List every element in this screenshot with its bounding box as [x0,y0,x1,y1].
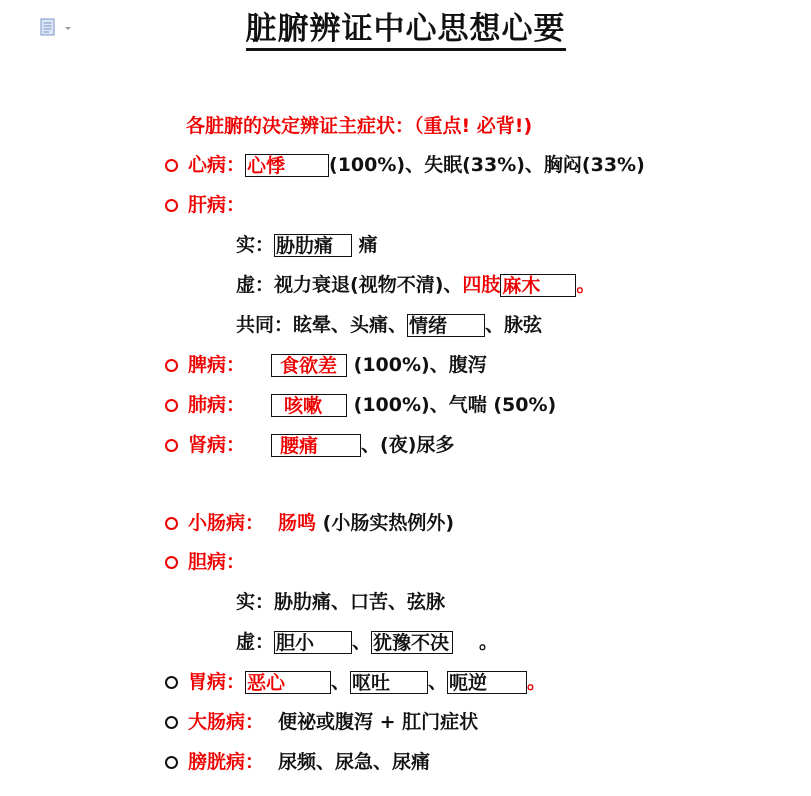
lung-key-box: 咳嗽 [271,394,347,417]
liver-shi-after: 痛 [358,234,378,256]
liver-shi-label: 实： [236,234,275,256]
liver-common-label: 共同： [236,314,294,336]
small-intestine-line [188,510,454,536]
bullet-icon [165,517,178,530]
lung-line [188,392,556,418]
heart-rest: (100%)、失眠(33%)、胸闷(33%) [329,154,645,176]
bladder-line [188,749,430,775]
stomach-sep: 、 [428,671,448,693]
period-mark: 。 [576,274,596,296]
stomach-line [188,669,546,695]
small-intestine-key: 肠鸣 [278,512,317,534]
gallbladder-xu-box1: 胆小 [274,631,352,654]
bullet-icon [165,756,178,769]
stomach-label: 胃病： [188,671,246,693]
bladder-label: 膀胱病： [188,751,265,773]
kidney-label: 肾病： [188,434,246,456]
liver-shi-box: 胁肋痛 [274,234,352,257]
bullet-icon [165,199,178,212]
kidney-rest: 、(夜)尿多 [361,434,455,456]
stomach-box2: 呕吐 [350,671,428,694]
stomach-sep: 、 [331,671,351,693]
heart-key-box: 心悸 [245,154,329,177]
liver-common-text: 眩晕、头痛、 [293,314,408,336]
heart-label: 心病： [188,154,246,176]
liver-shi-line [236,232,378,258]
spleen-line [188,352,487,378]
liver-xu-box: 麻木 [500,274,576,297]
period-mark: 。 [527,671,547,693]
gallbladder-label: 胆病： [188,551,246,573]
small-intestine-label: 小肠病： [188,512,265,534]
intro-line: 各脏腑的决定辨证主症状：（重点! 必背!) [186,115,533,137]
liver-common-box: 情绪 [407,314,485,337]
bullet-icon [165,399,178,412]
small-intestine-rest: (小肠实热例外) [322,512,455,534]
gallbladder-xu-line [236,629,498,655]
bullet-icon [165,159,178,172]
bullet-icon [165,439,178,452]
large-intestine-label: 大肠病： [188,711,265,733]
bullet-icon [165,676,178,689]
liver-xu-text: 视力衰退(视物不清)、 [274,274,463,296]
page-title: 脏腑辨证中心思想心要 [0,8,811,50]
large-intestine-line [188,709,478,735]
stomach-box3: 呃逆 [447,671,527,694]
lung-label: 肺病： [188,394,246,416]
spleen-rest: (100%)、腹泻 [353,354,487,376]
gallbladder-shi-text: 胁肋痛、口苦、弦脉 [274,591,446,613]
bullet-icon [165,556,178,569]
large-intestine-text: 便祕或腹泻 + 肛门症状 [278,711,479,733]
kidney-line [188,432,454,458]
gallbladder-xu-end: 。 [479,631,499,653]
gallbladder-xu-sep: 、 [352,631,372,653]
liver-xu-red: 四肢 [462,274,501,296]
spleen-key-box: 食欲差 [271,354,347,377]
spleen-label: 脾病： [188,354,246,376]
gallbladder-shi-line [236,589,445,615]
kidney-key-box: 腰痛 [271,434,361,457]
heart-line [188,152,645,178]
lung-rest: (100%)、气喘 (50%) [353,394,557,416]
bladder-text: 尿频、尿急、尿痛 [278,751,431,773]
liver-xu-line [236,272,595,298]
liver-common-line [236,312,542,338]
bullet-icon [165,359,178,372]
gallbladder-shi-label: 实： [236,591,275,613]
liver-common-after: 、脉弦 [485,314,543,336]
gallbladder-xu-box2: 犹豫不决 [371,631,453,654]
bullet-icon [165,716,178,729]
stomach-box1: 恶心 [245,671,331,694]
liver-label: 肝病： [188,194,246,216]
gallbladder-xu-label: 虚： [236,631,275,653]
liver-xu-label: 虚： [236,274,275,296]
